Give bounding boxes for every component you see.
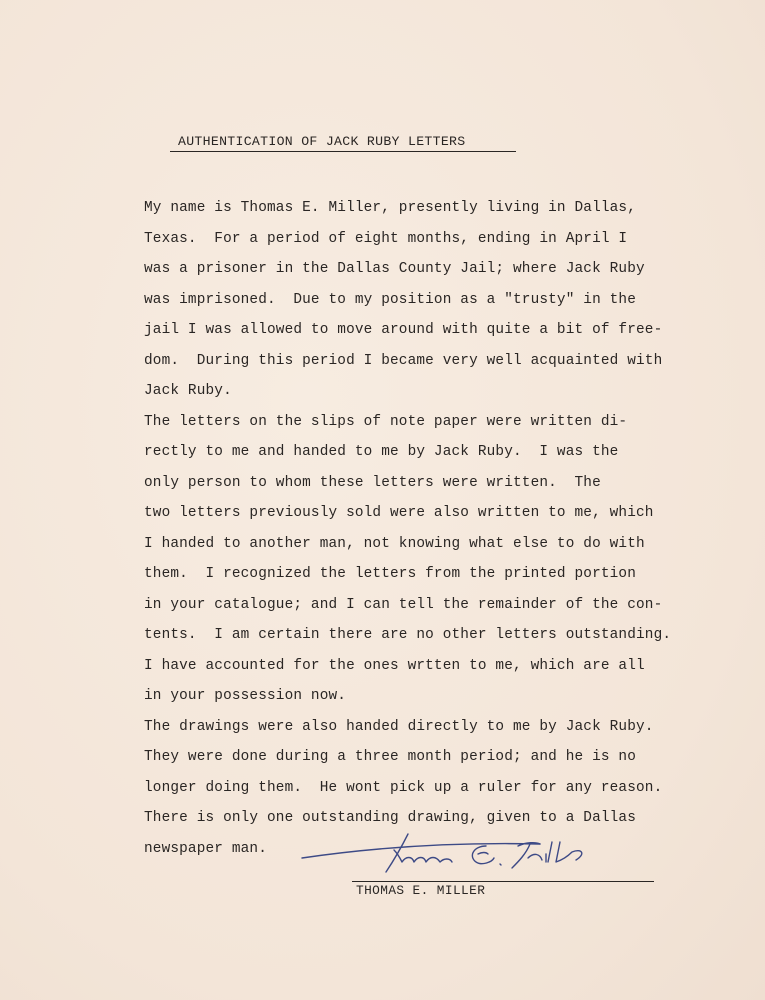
text-line: longer doing them. He wont pick up a ruler for any reason. bbox=[144, 779, 663, 796]
text-line: was a prisoner in the Dallas County Jail; where Jack Ruby bbox=[144, 261, 645, 277]
text-line: two letters previously sold were also written to me, which bbox=[144, 505, 654, 521]
text-line: them. I recognized the letters from the printed portion bbox=[144, 566, 637, 582]
text-line: My name is Thomas E. Miller, presently living in Dallas, bbox=[144, 200, 637, 216]
typed-signatory-name: THOMAS E. MILLER bbox=[356, 883, 486, 898]
text-line: I have accounted for the ones wrtten to me, which are all bbox=[144, 657, 645, 674]
text-line: rectly to me and handed to me by Jack Ruby. I was the bbox=[144, 444, 619, 460]
document-body bbox=[144, 193, 704, 864]
text-line: newspaper man. bbox=[144, 840, 268, 857]
text-line: in your catalogue; and I can tell the remainder of the con- bbox=[144, 596, 663, 613]
text-line: There is only one outstanding drawing, given to a Dallas bbox=[144, 810, 637, 826]
signature-block bbox=[290, 828, 670, 908]
text-line: Jack Ruby. bbox=[144, 383, 232, 399]
text-line: They were done during a three month period; and he is no bbox=[144, 749, 637, 765]
text-line: I handed to another man, not knowing what else to do with bbox=[144, 535, 645, 552]
signature-line bbox=[352, 881, 654, 882]
text-line: The drawings were also handed directly to me by Jack Ruby. bbox=[144, 718, 654, 735]
text-line: only person to whom these letters were written. The bbox=[144, 474, 601, 491]
document-title: AUTHENTICATION OF JACK RUBY LETTERS bbox=[170, 134, 516, 152]
text-line: Texas. For a period of eight months, ending in April I bbox=[144, 230, 628, 247]
text-line: in your possession now. bbox=[144, 688, 347, 704]
text-line: The letters on the slips of note paper were written di- bbox=[144, 413, 628, 430]
handwritten-signature bbox=[290, 828, 670, 880]
text-line: tents. I am certain there are no other letters outstanding. bbox=[144, 627, 672, 643]
text-line: dom. During this period I became very well acquainted with bbox=[144, 352, 663, 369]
text-line: was imprisoned. Due to my position as a "trusty" in the bbox=[144, 291, 637, 308]
text-line: jail I was allowed to move around with quite a bit of free- bbox=[144, 322, 663, 338]
